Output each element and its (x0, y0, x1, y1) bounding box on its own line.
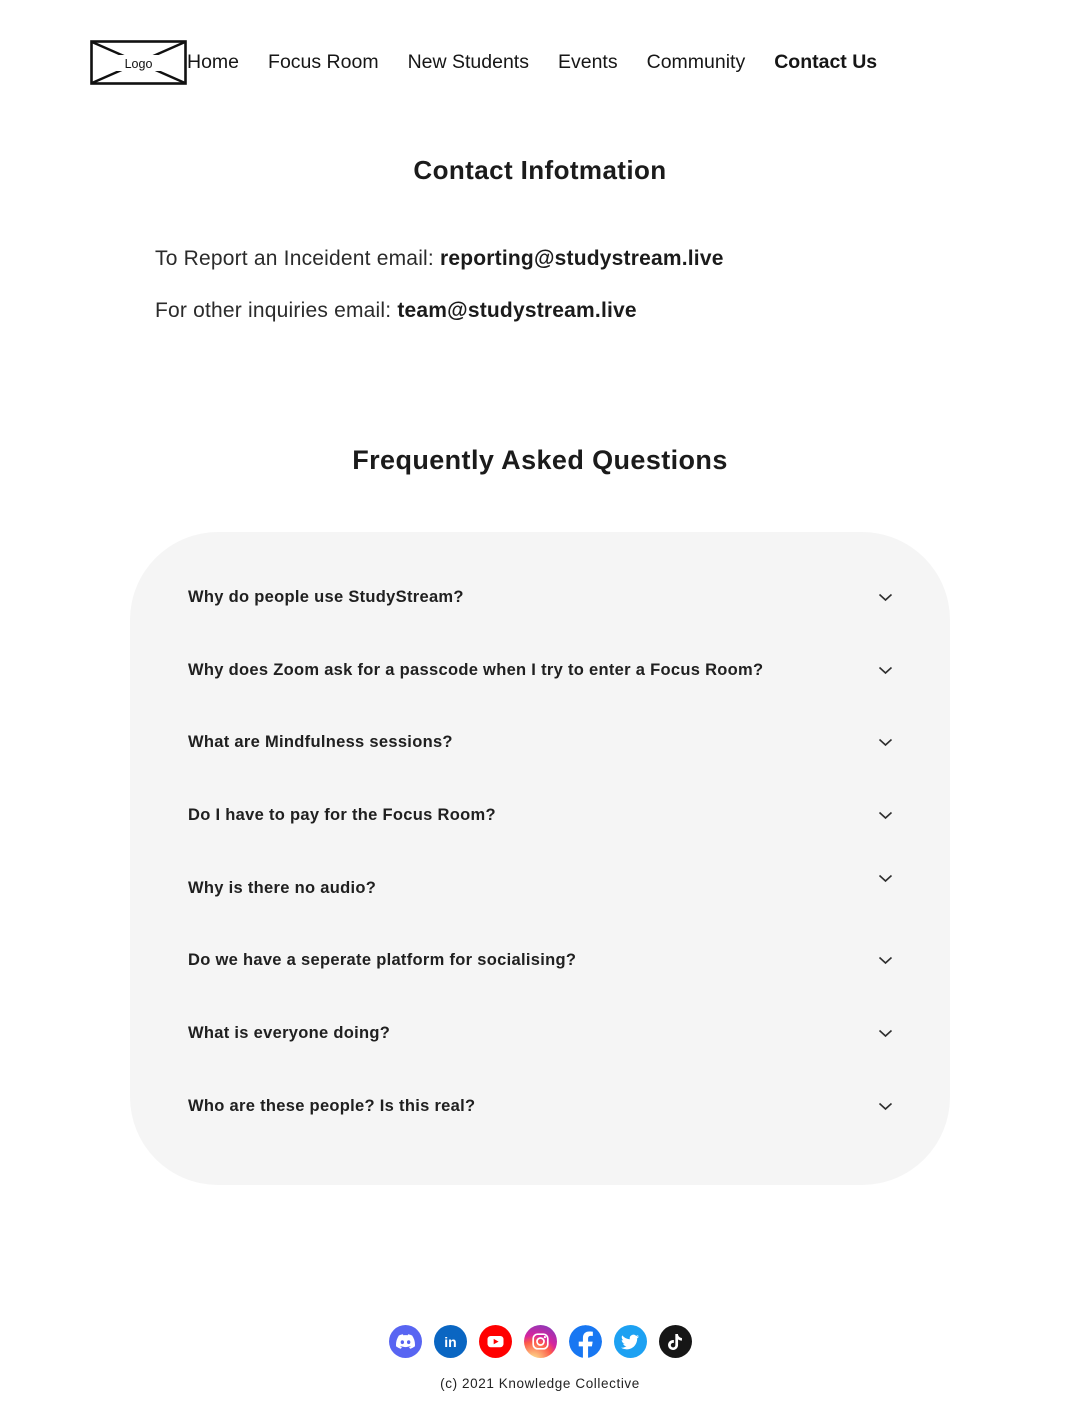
logo-text: Logo (124, 57, 153, 71)
other-inquiries-label: For other inquiries email: (155, 299, 398, 322)
faq-question: Why do people use StudyStream? (188, 587, 464, 606)
main-nav (187, 51, 877, 74)
contact-info-title: Contact Infotmation (413, 155, 667, 185)
discord-icon[interactable] (389, 1325, 422, 1358)
chevron-down-icon (878, 811, 893, 820)
other-inquiries-line (155, 298, 1080, 323)
faq-item-socialising-platform[interactable] (188, 924, 893, 997)
faq-item-pay-focus-room[interactable] (188, 779, 893, 852)
chevron-down-icon (878, 874, 893, 883)
faq-item-zoom-passcode[interactable] (188, 634, 893, 707)
chevron-down-icon (878, 593, 893, 602)
main-content (0, 155, 1080, 1185)
twitter-icon[interactable] (614, 1325, 647, 1358)
faq-card (130, 532, 950, 1185)
instagram-icon[interactable] (524, 1325, 557, 1358)
faq-item-no-audio[interactable] (188, 852, 893, 925)
header (0, 0, 1080, 100)
footer (0, 1325, 1080, 1391)
faq-question: Do we have a seperate platform for socialising? (188, 951, 577, 970)
faq-question: Why is there no audio? (188, 878, 377, 897)
faq-item-everyone-doing[interactable] (188, 997, 893, 1070)
placeholder-logo-icon[interactable] (90, 40, 187, 85)
report-incident-line (155, 246, 1080, 271)
faq-question: Do I have to pay for the Focus Room? (188, 805, 496, 824)
copyright-text: (c) 2021 Knowledge Collective (440, 1376, 640, 1391)
social-links (0, 1325, 1080, 1358)
facebook-icon[interactable] (569, 1325, 602, 1358)
report-incident-email: reporting@studystream.live (440, 247, 724, 270)
report-incident-label: To Report an Inceident email: (155, 247, 440, 270)
faq-question: What are Mindfulness sessions? (188, 733, 453, 752)
faq-question: Why does Zoom ask for a passcode when I try to enter a Focus Room? (188, 660, 764, 679)
nav-item-contact-us[interactable]: Contact Us (774, 51, 878, 73)
faq-question: What is everyone doing? (188, 1023, 391, 1042)
tiktok-icon[interactable] (659, 1325, 692, 1358)
chevron-down-icon (878, 666, 893, 675)
chevron-down-icon (878, 956, 893, 965)
svg-text:in: in (443, 1333, 457, 1350)
faq-item-who-are-these-people[interactable] (188, 1070, 893, 1143)
nav-item-home[interactable]: Home (187, 51, 240, 73)
linkedin-icon[interactable] (434, 1325, 467, 1358)
contact-lines (155, 246, 1080, 323)
chevron-down-icon (878, 1029, 893, 1038)
nav-item-community[interactable]: Community (646, 51, 746, 73)
nav-item-events[interactable]: Events (557, 51, 618, 73)
faq-item-why-studystream[interactable] (188, 561, 893, 634)
chevron-down-icon (878, 738, 893, 747)
faq-question: Who are these people? Is this real? (188, 1096, 476, 1115)
faq-title: Frequently Asked Questions (352, 445, 728, 475)
nav-item-new-students[interactable]: New Students (407, 51, 529, 73)
other-inquiries-email: team@studystream.live (397, 299, 637, 322)
faq-item-mindfulness[interactable] (188, 706, 893, 779)
nav-item-focus-room[interactable]: Focus Room (268, 51, 379, 73)
youtube-icon[interactable] (479, 1325, 512, 1358)
chevron-down-icon (878, 1102, 893, 1111)
